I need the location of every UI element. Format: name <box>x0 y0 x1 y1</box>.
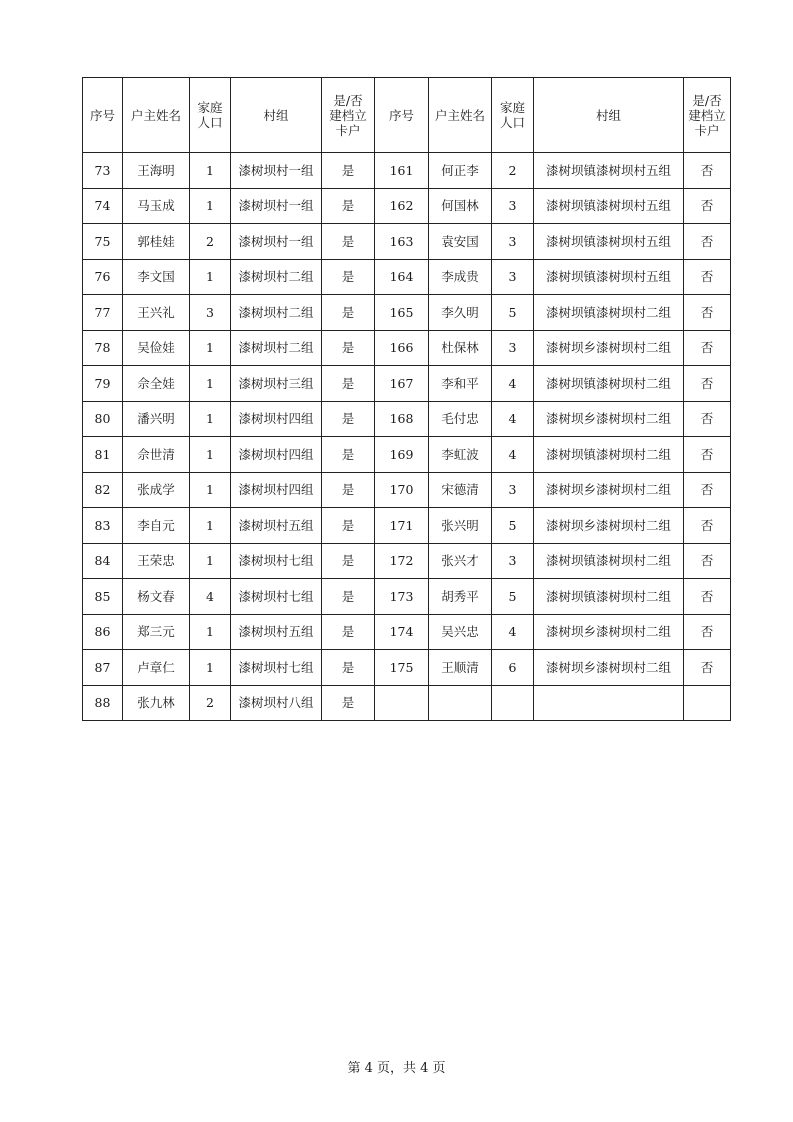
cell-village-right <box>534 685 684 721</box>
cell-name-right: 李成贵 <box>429 259 492 295</box>
cell-family-size-left: 2 <box>190 224 231 260</box>
table-row <box>83 153 731 189</box>
table-row <box>83 259 731 295</box>
cell-registered-left: 是 <box>322 153 375 189</box>
cell-seq-right: 174 <box>375 614 429 650</box>
table-row <box>83 614 731 650</box>
cell-registered-right: 否 <box>684 259 731 295</box>
cell-registered-left: 是 <box>322 330 375 366</box>
cell-village-right: 漆树坝镇漆树坝村二组 <box>534 579 684 615</box>
cell-family-size-right: 5 <box>492 579 534 615</box>
cell-seq-left: 77 <box>83 295 123 331</box>
cell-village-left: 漆树坝村一组 <box>231 224 322 260</box>
cell-registered-right: 否 <box>684 366 731 402</box>
header-village-left: 村组 <box>231 78 322 153</box>
cell-name-left: 张成学 <box>123 472 190 508</box>
cell-registered-left: 是 <box>322 366 375 402</box>
cell-name-left: 杨文春 <box>123 579 190 615</box>
cell-seq-right <box>375 685 429 721</box>
cell-village-left: 漆树坝村七组 <box>231 543 322 579</box>
cell-registered-right: 否 <box>684 614 731 650</box>
cell-village-right: 漆树坝镇漆树坝村二组 <box>534 366 684 402</box>
cell-village-right: 漆树坝镇漆树坝村五组 <box>534 224 684 260</box>
cell-family-size-left: 4 <box>190 579 231 615</box>
cell-family-size-right: 3 <box>492 224 534 260</box>
cell-family-size-left: 1 <box>190 508 231 544</box>
cell-seq-left: 87 <box>83 650 123 686</box>
cell-seq-left: 74 <box>83 188 123 224</box>
cell-name-right: 何国林 <box>429 188 492 224</box>
cell-family-size-right: 4 <box>492 366 534 402</box>
cell-family-size-left: 1 <box>190 472 231 508</box>
cell-family-size-right: 3 <box>492 188 534 224</box>
cell-family-size-right: 4 <box>492 614 534 650</box>
cell-village-left: 漆树坝村四组 <box>231 472 322 508</box>
cell-village-right: 漆树坝镇漆树坝村五组 <box>534 153 684 189</box>
cell-registered-right: 否 <box>684 543 731 579</box>
cell-name-left: 李自元 <box>123 508 190 544</box>
cell-family-size-right: 3 <box>492 330 534 366</box>
cell-seq-left: 82 <box>83 472 123 508</box>
cell-family-size-left: 2 <box>190 685 231 721</box>
header-seq-left: 序号 <box>83 78 123 153</box>
table-body <box>83 153 731 721</box>
cell-name-left: 王兴礼 <box>123 295 190 331</box>
cell-name-left: 马玉成 <box>123 188 190 224</box>
cell-family-size-right: 6 <box>492 650 534 686</box>
table-row <box>83 508 731 544</box>
cell-family-size-right: 3 <box>492 543 534 579</box>
table-header-row <box>83 78 731 153</box>
cell-name-right: 王顺清 <box>429 650 492 686</box>
cell-village-left: 漆树坝村五组 <box>231 508 322 544</box>
cell-family-size-left: 1 <box>190 153 231 189</box>
cell-registered-left: 是 <box>322 259 375 295</box>
cell-family-size-right: 4 <box>492 437 534 473</box>
cell-village-right: 漆树坝镇漆树坝村五组 <box>534 188 684 224</box>
cell-registered-right: 否 <box>684 508 731 544</box>
cell-name-left: 吴俭娃 <box>123 330 190 366</box>
header-name-left: 户主姓名 <box>123 78 190 153</box>
cell-seq-left: 75 <box>83 224 123 260</box>
cell-village-right: 漆树坝镇漆树坝村五组 <box>534 259 684 295</box>
cell-family-size-left: 3 <box>190 295 231 331</box>
cell-family-size-right: 3 <box>492 472 534 508</box>
cell-family-size-left: 1 <box>190 650 231 686</box>
cell-village-left: 漆树坝村一组 <box>231 153 322 189</box>
cell-name-left: 王海明 <box>123 153 190 189</box>
cell-name-left: 卢章仁 <box>123 650 190 686</box>
cell-village-left: 漆树坝村四组 <box>231 401 322 437</box>
cell-seq-left: 81 <box>83 437 123 473</box>
cell-family-size-left: 1 <box>190 188 231 224</box>
cell-name-right: 胡秀平 <box>429 579 492 615</box>
cell-village-right: 漆树坝乡漆树坝村二组 <box>534 650 684 686</box>
cell-seq-right: 166 <box>375 330 429 366</box>
header-family-size-right: 家庭 人口 <box>492 78 534 153</box>
cell-village-left: 漆树坝村四组 <box>231 437 322 473</box>
table-row <box>83 685 731 721</box>
cell-name-right: 宋德清 <box>429 472 492 508</box>
cell-seq-left: 78 <box>83 330 123 366</box>
cell-seq-right: 169 <box>375 437 429 473</box>
cell-registered-right: 否 <box>684 437 731 473</box>
cell-name-left: 佘全娃 <box>123 366 190 402</box>
cell-family-size-right <box>492 685 534 721</box>
cell-name-right: 张兴才 <box>429 543 492 579</box>
cell-family-size-left: 1 <box>190 259 231 295</box>
cell-family-size-right: 3 <box>492 259 534 295</box>
cell-registered-left: 是 <box>322 543 375 579</box>
cell-registered-right: 否 <box>684 330 731 366</box>
cell-seq-right: 164 <box>375 259 429 295</box>
cell-registered-left: 是 <box>322 437 375 473</box>
cell-seq-right: 175 <box>375 650 429 686</box>
cell-seq-left: 84 <box>83 543 123 579</box>
cell-name-right: 杜保林 <box>429 330 492 366</box>
cell-registered-left: 是 <box>322 295 375 331</box>
table-row <box>83 366 731 402</box>
cell-village-right: 漆树坝乡漆树坝村二组 <box>534 330 684 366</box>
cell-village-right: 漆树坝镇漆树坝村二组 <box>534 437 684 473</box>
cell-name-right: 李虹波 <box>429 437 492 473</box>
cell-family-size-right: 5 <box>492 508 534 544</box>
cell-name-right: 李久明 <box>429 295 492 331</box>
cell-seq-right: 170 <box>375 472 429 508</box>
cell-registered-right <box>684 685 731 721</box>
cell-village-left: 漆树坝村八组 <box>231 685 322 721</box>
cell-name-left: 王荣忠 <box>123 543 190 579</box>
table-row <box>83 295 731 331</box>
cell-name-right: 毛付忠 <box>429 401 492 437</box>
cell-family-size-right: 2 <box>492 153 534 189</box>
cell-registered-right: 否 <box>684 224 731 260</box>
cell-seq-left: 73 <box>83 153 123 189</box>
cell-village-right: 漆树坝镇漆树坝村二组 <box>534 543 684 579</box>
cell-registered-left: 是 <box>322 614 375 650</box>
cell-family-size-left: 1 <box>190 437 231 473</box>
cell-family-size-left: 1 <box>190 330 231 366</box>
cell-name-left: 张九林 <box>123 685 190 721</box>
table-row <box>83 401 731 437</box>
table-row <box>83 472 731 508</box>
table-row <box>83 650 731 686</box>
table-row <box>83 188 731 224</box>
header-name-right: 户主姓名 <box>429 78 492 153</box>
cell-seq-right: 161 <box>375 153 429 189</box>
cell-village-right: 漆树坝乡漆树坝村二组 <box>534 614 684 650</box>
cell-name-left: 李文国 <box>123 259 190 295</box>
cell-name-right: 李和平 <box>429 366 492 402</box>
cell-seq-right: 173 <box>375 579 429 615</box>
cell-name-left: 潘兴明 <box>123 401 190 437</box>
cell-name-right: 吴兴忠 <box>429 614 492 650</box>
cell-name-right: 张兴明 <box>429 508 492 544</box>
cell-seq-right: 168 <box>375 401 429 437</box>
header-seq-right: 序号 <box>375 78 429 153</box>
cell-registered-left: 是 <box>322 401 375 437</box>
cell-registered-left: 是 <box>322 650 375 686</box>
cell-village-left: 漆树坝村五组 <box>231 614 322 650</box>
cell-family-size-right: 5 <box>492 295 534 331</box>
cell-village-right: 漆树坝乡漆树坝村二组 <box>534 508 684 544</box>
cell-registered-left: 是 <box>322 508 375 544</box>
cell-registered-right: 否 <box>684 401 731 437</box>
cell-name-right <box>429 685 492 721</box>
cell-seq-right: 165 <box>375 295 429 331</box>
cell-village-left: 漆树坝村二组 <box>231 259 322 295</box>
cell-name-right: 袁安国 <box>429 224 492 260</box>
cell-village-right: 漆树坝乡漆树坝村二组 <box>534 472 684 508</box>
cell-registered-right: 否 <box>684 295 731 331</box>
cell-seq-left: 88 <box>83 685 123 721</box>
cell-registered-left: 是 <box>322 579 375 615</box>
cell-village-right: 漆树坝镇漆树坝村二组 <box>534 295 684 331</box>
cell-registered-right: 否 <box>684 579 731 615</box>
household-table <box>82 77 731 721</box>
cell-registered-left: 是 <box>322 224 375 260</box>
cell-family-size-left: 1 <box>190 401 231 437</box>
header-family-size-left: 家庭 人口 <box>190 78 231 153</box>
cell-registered-right: 否 <box>684 188 731 224</box>
cell-seq-right: 163 <box>375 224 429 260</box>
cell-name-left: 郭桂娃 <box>123 224 190 260</box>
cell-registered-right: 否 <box>684 650 731 686</box>
cell-village-left: 漆树坝村二组 <box>231 330 322 366</box>
cell-registered-left: 是 <box>322 188 375 224</box>
header-registered-left: 是/否 建档立 卡户 <box>322 78 375 153</box>
table-row <box>83 579 731 615</box>
table-row <box>83 437 731 473</box>
cell-family-size-left: 1 <box>190 366 231 402</box>
cell-village-right: 漆树坝乡漆树坝村二组 <box>534 401 684 437</box>
cell-registered-left: 是 <box>322 685 375 721</box>
page-footer: 第 4 页，共 4 页 <box>347 1061 446 1076</box>
cell-family-size-left: 1 <box>190 543 231 579</box>
cell-seq-right: 162 <box>375 188 429 224</box>
cell-seq-left: 85 <box>83 579 123 615</box>
cell-seq-left: 86 <box>83 614 123 650</box>
cell-registered-right: 否 <box>684 153 731 189</box>
cell-seq-right: 171 <box>375 508 429 544</box>
cell-name-left: 佘世清 <box>123 437 190 473</box>
cell-seq-left: 79 <box>83 366 123 402</box>
cell-village-left: 漆树坝村二组 <box>231 295 322 331</box>
cell-seq-right: 167 <box>375 366 429 402</box>
cell-family-size-left: 1 <box>190 614 231 650</box>
header-village-right: 村组 <box>534 78 684 153</box>
table-row <box>83 330 731 366</box>
cell-family-size-right: 4 <box>492 401 534 437</box>
cell-village-left: 漆树坝村一组 <box>231 188 322 224</box>
cell-seq-left: 80 <box>83 401 123 437</box>
cell-registered-right: 否 <box>684 472 731 508</box>
cell-village-left: 漆树坝村三组 <box>231 366 322 402</box>
cell-village-left: 漆树坝村七组 <box>231 650 322 686</box>
cell-seq-right: 172 <box>375 543 429 579</box>
cell-seq-left: 76 <box>83 259 123 295</box>
cell-registered-left: 是 <box>322 472 375 508</box>
table-row <box>83 543 731 579</box>
table-row <box>83 224 731 260</box>
cell-name-left: 郑三元 <box>123 614 190 650</box>
cell-name-right: 何正李 <box>429 153 492 189</box>
cell-village-left: 漆树坝村七组 <box>231 579 322 615</box>
header-registered-right: 是/否 建档立 卡户 <box>684 78 731 153</box>
cell-seq-left: 83 <box>83 508 123 544</box>
